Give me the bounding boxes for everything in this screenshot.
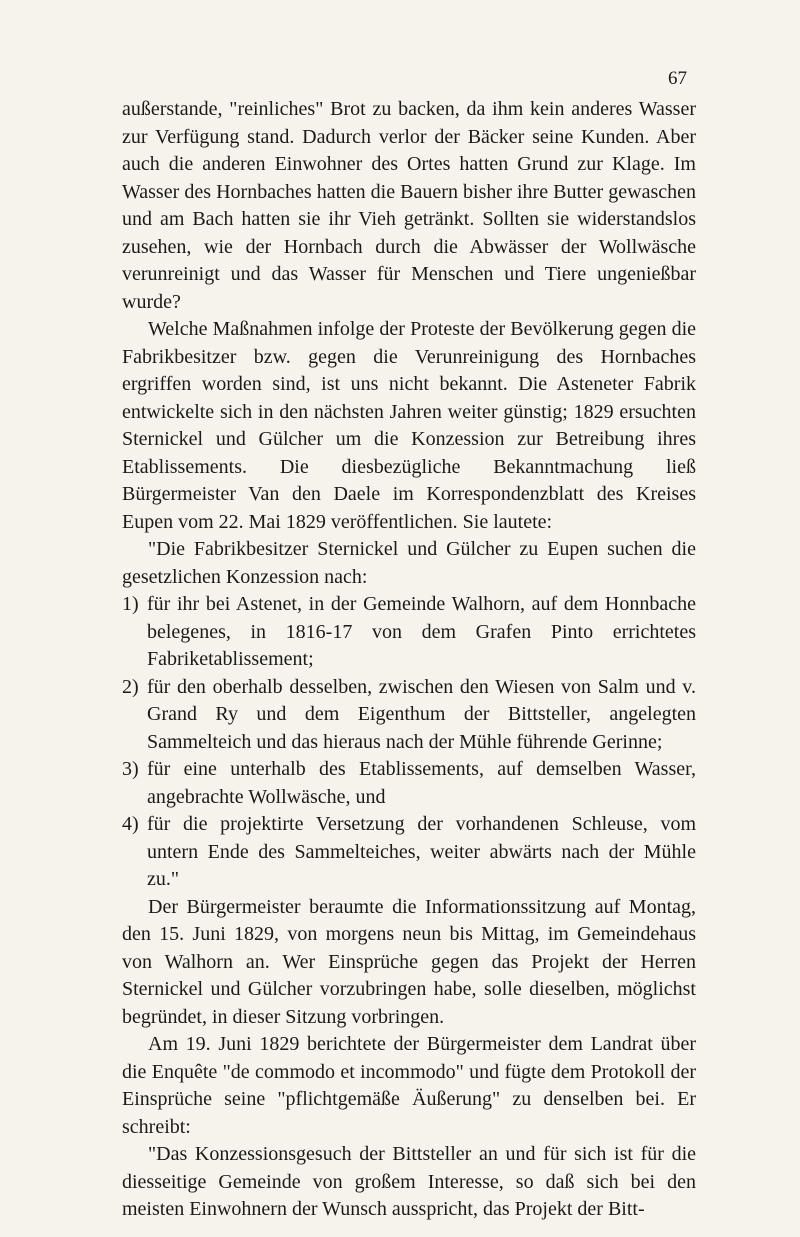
list-item bbox=[122, 756, 696, 811]
quote-intro: "Die Fabrikbesitzer Sternickel und Gülcher zu Eupen suchen die gesetzlichen Konzession nach: bbox=[122, 538, 696, 588]
list-item bbox=[122, 811, 696, 894]
paragraph: Welche Maßnahmen infolge der Proteste der Bevölkerung gegen die Fabrikbesitzer bzw. gegen die Verunreinigung des Hornbaches ergriffen worden sind, ist uns nicht bekannt. Die Asteneter Fabrik entwickelte sich in den nächsten Jahren weiter günstig; 1829 ersuchten Sternickel und Gülcher um die Konzession zur Betreibung ihres Etablissements. Die diesbezügliche Bekanntmachung ließ Bürgermeister Van den Daele im Korrespondenzblatt des Kreises Eupen vom 22. Mai 1829 veröffentlichen. Sie lautete: bbox=[122, 318, 696, 533]
list-item-number: 2) bbox=[122, 675, 139, 698]
list-item-text: für eine unterhalb des Etablissements, auf demselben Wasser, angebrachte Wollwäsche, und bbox=[147, 758, 696, 808]
list-item-text: für den oberhalb desselben, zwischen den Wiesen von Salm und v. Grand Ry und dem Eigenthum der Bittsteller, angelegten Sammelteich und das hieraus nach der Mühle führende Gerinne; bbox=[147, 675, 696, 753]
list-item bbox=[122, 674, 696, 757]
list-item-text: für die projektirte Versetzung der vorhandenen Schleuse, vom untern Ende des Sammelteiches, weiter abwärts nach der Mühle zu." bbox=[147, 813, 696, 890]
paragraph: Am 19. Juni 1829 berichtete der Bürgermeister dem Landrat über die Enquête "de commodo et incommodo" und fügte dem Protokoll der Einsprüche seine "pflichtgemäße Äußerung" zu denselben bei. Er schreibt: bbox=[122, 1033, 696, 1138]
list-item-number: 3) bbox=[122, 758, 139, 780]
concession-list bbox=[122, 591, 696, 894]
quote-paragraph: "Das Konzessionsgesuch der Bittsteller an und für sich ist für die diesseitige Gemeinde von großem Interesse, so daß sich bei den meisten Einwohnern der Wunsch ausspricht, das Projekt der Bitt- bbox=[122, 1143, 696, 1220]
list-item-text: für ihr bei Astenet, in der Gemeinde Walhorn, auf dem Honnbache belegenes, in 1816-17 von dem Grafen Pinto errichtetes Fabriketablissement; bbox=[147, 593, 696, 670]
body-text bbox=[122, 96, 696, 1224]
page-number: 67 bbox=[668, 68, 687, 89]
list-item-number: 1) bbox=[122, 593, 139, 615]
list-item bbox=[122, 591, 696, 674]
paragraph: Der Bürgermeister beraumte die Informationssitzung auf Montag, den 15. Juni 1829, von morgens neun bis Mittag, im Gemeindehaus von Walhorn an. Wer Einsprüche gegen das Projekt der Herren Sternickel und Gülcher vorzubringen habe, solle dieselben, möglichst begründet, in dieser Sitzung vorbringen. bbox=[122, 895, 696, 1028]
paragraph: außerstande, "reinliches" Brot zu backen, da ihm kein anderes Wasser zur Verfügung stand. Dadurch verlor der Bäcker seine Kunden. Aber auch die anderen Einwohner des Ortes hatten Grund zur Klage. Im Wasser des Hornbaches hatten die Bauern bisher ihre Butter gewaschen und am Bach hatten sie ihr Vieh getränkt. Sollten sie widerstandslos zusehen, wie der Hornbach durch die Abwässer der Wollwäsche verunreinigt und das Wasser für Menschen und Tiere ungenießbar wurde? bbox=[122, 98, 696, 313]
list-item-number: 4) bbox=[122, 813, 139, 835]
